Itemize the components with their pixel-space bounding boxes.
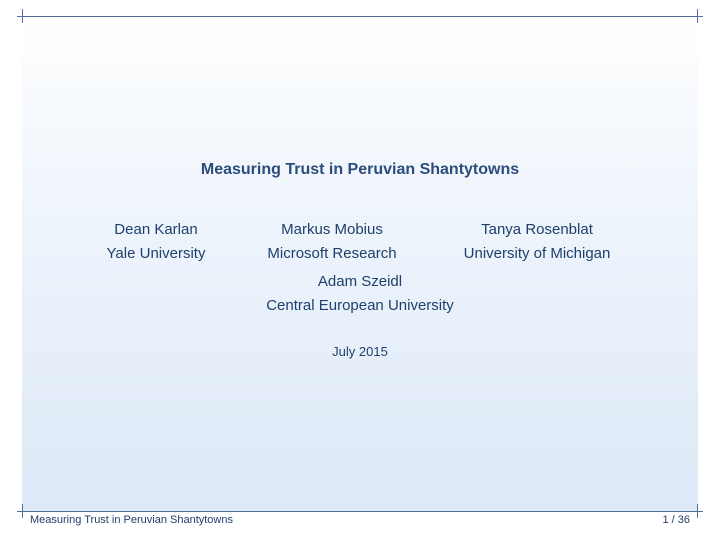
author-name: Dean Karlan — [114, 221, 198, 238]
bottom-rule — [17, 511, 703, 512]
author-name: Adam Szeidl — [317, 273, 403, 290]
bottom-left-tick — [22, 504, 23, 518]
author-affiliation: University of Michigan — [463, 245, 611, 262]
author-affiliation: Central European University — [266, 297, 454, 314]
author-block-2 — [222, 218, 442, 266]
presentation-date: July 2015 — [332, 344, 388, 359]
slide-title: Measuring Trust in Peruvian Shantytowns — [200, 161, 520, 178]
page-counter: 1 / 36 — [662, 514, 690, 526]
top-right-tick — [697, 9, 698, 23]
author-name: Tanya Rosenblat — [481, 221, 593, 238]
author-block-4 — [250, 270, 470, 318]
author-affiliation: Yale University — [106, 245, 206, 262]
top-left-tick — [22, 9, 23, 23]
bottom-right-tick — [697, 504, 698, 518]
top-rule — [17, 16, 703, 17]
author-affiliation: Microsoft Research — [267, 245, 397, 262]
footer-title: Measuring Trust in Peruvian Shantytowns — [30, 514, 233, 526]
author-block-3 — [427, 218, 647, 266]
author-name: Markus Mobius — [281, 221, 383, 238]
